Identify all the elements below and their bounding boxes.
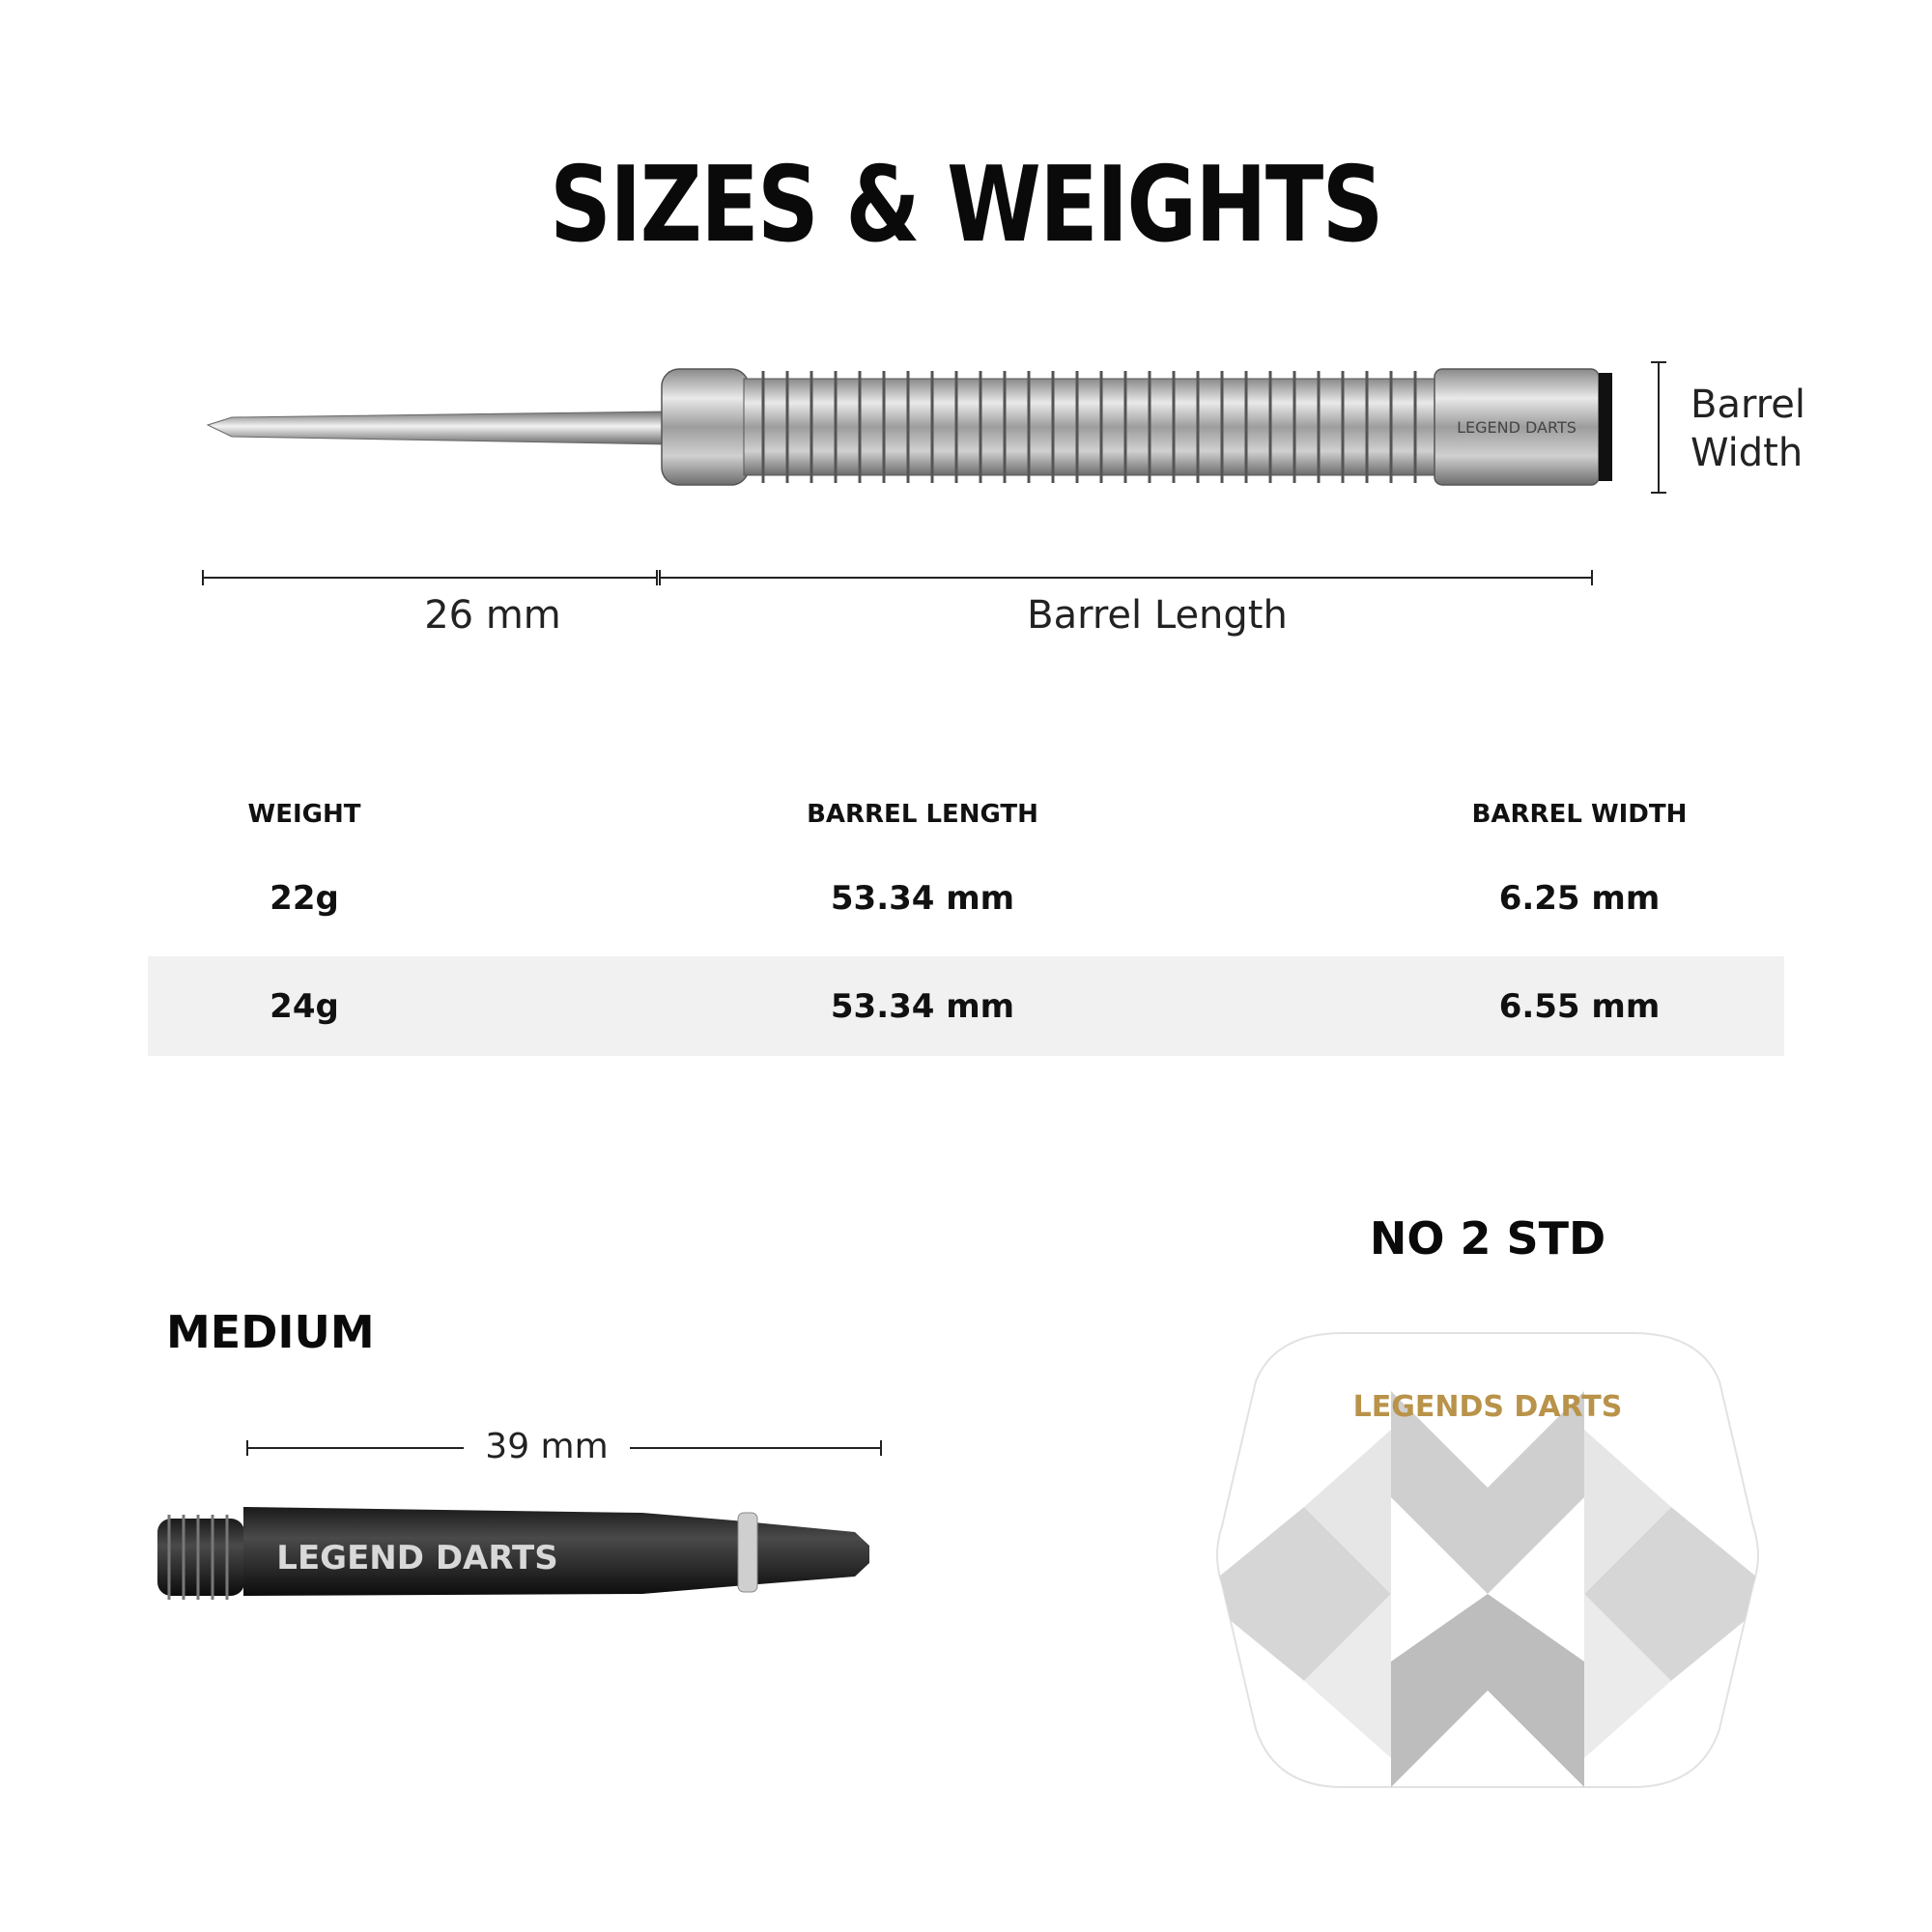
flight-label: NO 2 STD	[1369, 1212, 1606, 1264]
header-barrel-width: BARREL WIDTH	[1471, 800, 1688, 829]
barrel-width-label-2: Width	[1690, 431, 1804, 475]
barrel-width-label-1: Barrel	[1690, 383, 1805, 427]
row1-barrel-length: 53.34 mm	[830, 879, 1015, 918]
barrel-front	[662, 369, 749, 485]
barrel-engraving: LEGEND DARTS	[1457, 418, 1577, 437]
row2-barrel-width: 6.55 mm	[1498, 987, 1661, 1026]
row2-barrel-length: 53.34 mm	[830, 987, 1015, 1026]
point-length-label: 26 mm	[424, 593, 561, 638]
header-weight: WEIGHT	[247, 800, 361, 829]
barrel-length-label: Barrel Length	[1027, 593, 1288, 638]
shaft-label: MEDIUM	[166, 1306, 375, 1358]
header-barrel-length: BARREL LENGTH	[807, 800, 1038, 829]
flight-brand: LEGENDS DARTS	[1352, 1390, 1623, 1424]
page-title: SIZES & WEIGHTS	[550, 145, 1382, 266]
shaft-length-label: 39 mm	[485, 1427, 609, 1466]
flight-illustration	[1198, 1323, 1777, 1797]
shaft-brand: LEGEND DARTS	[276, 1539, 558, 1577]
dart-illustration	[0, 319, 1932, 628]
row1-weight: 22g	[270, 879, 339, 918]
row2-weight: 24g	[270, 987, 339, 1026]
dart-point	[208, 412, 667, 444]
shaft-ring	[738, 1513, 757, 1592]
barrel-grip	[744, 379, 1439, 475]
row1-barrel-width: 6.25 mm	[1498, 879, 1661, 918]
barrel-ring	[1599, 373, 1612, 481]
